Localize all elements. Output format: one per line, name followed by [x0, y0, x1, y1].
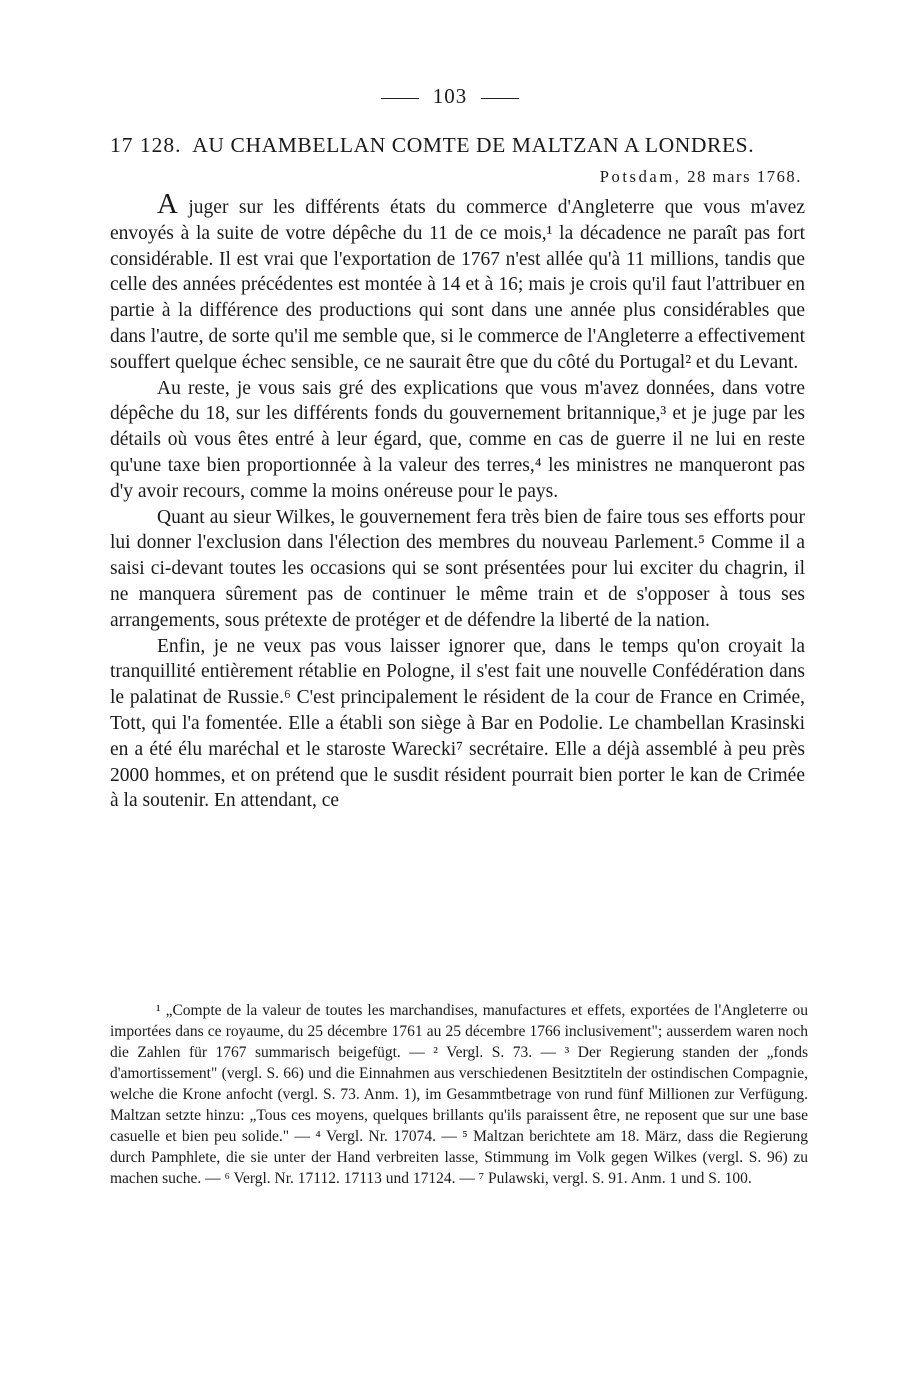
page-number: 103 — [432, 84, 468, 108]
footnotes — [110, 1000, 808, 1189]
paragraph-4: Enfin, je ne veux pas vous laisser ignorer que, dans le temps qu'on croyait la tranquillité entièrement rétablie en Pologne, il s'est fait une nouvelle Confédération dans le palatinat de Russie.⁶ C'est principalement le résident de la cour de France en Crimée, Tott, qui l'a fomentée. Elle a établi son siège à Bar en Podolie. Le chambellan Krasinski en a été élu maréchal et le staroste Warecki⁷ secrétaire. Elle a déjà assemblé à peu près 2000 hommes, et on prétend que le susdit résident pourrait bien porter le kan de Crimée à la soutenir. En attendant, ce — [110, 635, 805, 812]
paragraph-1 — [110, 188, 805, 376]
initial-letter: A — [157, 188, 178, 220]
header-rule-left — [381, 98, 419, 99]
letter-body — [110, 188, 805, 814]
letter-number: 17 128. — [110, 133, 182, 157]
letter-heading: AU CHAMBELLAN COMTE DE MALTZAN A LONDRES. — [192, 133, 755, 157]
paragraph-3: Quant au sieur Wilkes, le gouvernement fera très bien de faire tous ses efforts pour lui donner l'exclusion dans l'élection des membres du nouveau Parlement.⁵ Comme il a saisi ci-devant toutes les occasions qui se sont présentées pour lui exciter du chagrin, il ne manquera sûrement pas de continuer le même train et de s'opposer à tous ses arrangements, sous prétexte de protéger et de défendre la liberté de la nation. — [110, 506, 805, 631]
footnotes-text: ¹ „Compte de la valeur de toutes les marchandises, manufactures et effets, exportées de l'Angleterre ou importées dans ce royaume, du 25 décembre 1761 au 25 décembre 1766 inclusivement"; ausserdem waren noch die Zahlen für 1767 summarisch beigefügt. — ² Vergl. S. 73. — ³ Der Regierung standen der „fonds d'amortissement" (vergl. S. 66) und die Einnahmen aus verschiedenen Besitztiteln der ostindischen Compagnie, welche die Krone anfocht (vergl. S. 73. Anm. 1), im Gesammtbetrage von rund fünf Millionen zur Verfügung. Maltzan setzte hinzu: „Tous ces moyens, quelques brillants qu'ils paraissent être, ne reposent que sur une base casuelle et bien peu solide." — ⁴ Vergl. Nr. 17074. — ⁵ Maltzan berichtete am 18. März, dass die Regierung durch Pamphlete, die sie unter der Hand verbreiten lasse, Stimmung im Volk gegen Wilkes (vergl. S. 96) zu machen suche. — ⁶ Vergl. Nr. 17112. 17113 und 17124. — ⁷ Pulawski, vergl. S. 91. Anm. 1 und S. 100. — [110, 1002, 808, 1187]
dateline-place: Potsdam, — [599, 167, 682, 186]
dateline — [600, 167, 802, 187]
letter-title — [110, 133, 810, 158]
paragraph-1-text: juger sur les différents états du commerce d'Angleterre que vous m'avez envoyés à la suite de votre dépêche du 11 de ce mois,¹ la décadence ne paraît pas fort considérable. Il est vrai que l'exportation de 1767 n'est allée qu'à 11 millions, tandis que celle des années précédentes est montée à 14 et à 16; mais je crois qu'il faut l'attribuer en partie à la différence des productions qui sont dans une année plus considérables que dans l'autre, de sorte qu'il me semble que, si le commerce de l'Angleterre a effectivement souffert quelque échec sensible, ce ne saurait être que du côté du Portugal² et du Levant. — [110, 197, 805, 373]
paragraph-2: Au reste, je vous sais gré des explications que vous m'avez données, dans votre dépêche du 18, sur les différents fonds du gouvernement britannique,³ et je juge par les détails où vous êtes entré à leur égard, que, comme en cas de guerre il ne lui en reste qu'une taxe bien proportionnée à la valeur des terres,⁴ les ministres ne manqueront pas d'y avoir recours, comme la moins onéreuse pour le pays. — [110, 377, 805, 502]
header-rule-right — [481, 98, 519, 99]
dateline-date: 28 mars 1768. — [687, 167, 802, 186]
page-header — [0, 84, 900, 109]
